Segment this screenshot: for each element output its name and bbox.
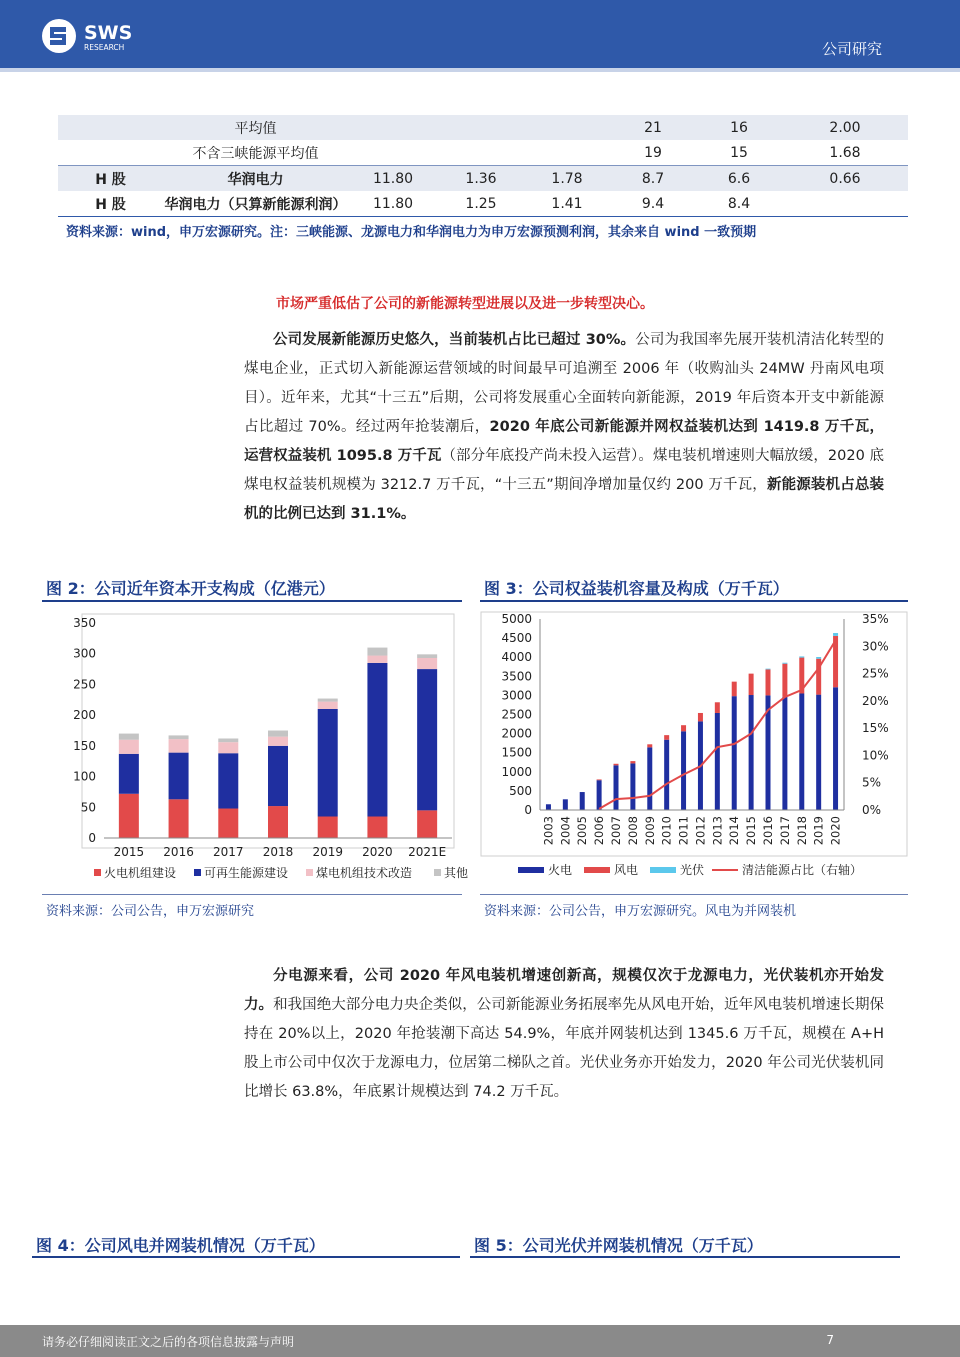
fig3-bar-segment — [766, 669, 771, 670]
fig3-x-tick: 2008 — [625, 816, 640, 846]
fig3-bar-segment — [799, 656, 804, 657]
fig3-x-tick: 2018 — [794, 816, 809, 846]
fig3-y2-tick: 5% — [862, 775, 882, 790]
sws-logo — [40, 16, 180, 56]
fig2-x-tick: 2018 — [262, 845, 294, 859]
page-footer — [0, 1325, 960, 1357]
header-underline — [0, 68, 960, 72]
fig3-bar-segment — [715, 713, 720, 810]
fig2-title: 图 2：公司近年资本开支构成（亿港元） — [46, 579, 335, 598]
fig2-bar-segment — [367, 648, 387, 656]
table-row: 平均值 21 16 2.00 — [58, 115, 908, 140]
fig3-bar-segment — [647, 744, 652, 747]
fig2-source-rule — [42, 894, 462, 895]
fig3-legend-swatch — [650, 867, 676, 873]
fig3-bar-segment — [630, 763, 635, 810]
fig3-x-tick: 2012 — [693, 816, 708, 846]
fig3-bar-segment — [782, 664, 787, 697]
brand-sub: RESEARCH — [84, 43, 125, 52]
fig2-bar-segment — [268, 746, 288, 806]
fig2-y-tick: 350 — [73, 616, 96, 630]
fig2-bar-segment — [268, 737, 288, 746]
fig3-legend-label: 火电 — [548, 863, 573, 877]
fig2-x-tick: 2017 — [213, 845, 244, 859]
fig2-x-tick: 2015 — [113, 845, 145, 859]
fig3-y-tick: 2500 — [501, 707, 532, 722]
fig3-bar-segment — [597, 779, 602, 780]
section-label: 公司研究 — [821, 40, 882, 58]
fig3-bar-segment — [732, 682, 737, 697]
fig4-title: 图 4：公司风电并网装机情况（万千瓦） — [36, 1236, 325, 1255]
table-row: H 股 华润电力（只算新能源利润） 11.80 1.25 1.41 9.4 8.4 — [58, 191, 908, 217]
fig2-bar-segment — [367, 656, 387, 663]
paragraph-2: 分电源来看，公司 2020 年风电装机增速创新高，规模仅次于龙源电力，光伏装机亦开始发力。和我国绝大部分电力央企类似，公司新能源业务拓展率先从风电开始，近年风电装机增速长期保持在 20%以上，2020 年抢装潮下高达 54.9%，年底并网装机达到 1345.6 万千瓦，规模在 A+H 股上市公司中仅次于龙源电力，位居第二梯队之首。光伏业务亦开始发力，2020 年公司光伏装机同比增长 63.8%，年底累计规模达到 74.2 万千瓦。 — [244, 968, 884, 1100]
fig2-bar-segment — [218, 742, 238, 753]
fig2-bar-segment — [417, 654, 437, 658]
fig3-bar-segment — [630, 761, 635, 763]
fig2-bar-segment — [367, 663, 387, 817]
fig2-bar-segment — [318, 817, 338, 839]
fig3-bar-segment — [647, 747, 652, 810]
fig3-y2-tick: 10% — [862, 748, 889, 763]
brand-main: SWS — [84, 22, 133, 44]
fig2-bar-segment — [318, 702, 338, 709]
fig3-y-tick: 1500 — [501, 745, 532, 760]
fig3-x-tick: 2003 — [541, 816, 556, 846]
fig3-y-tick: 3500 — [501, 669, 532, 684]
fig3-title: 图 3：公司权益装机容量及构成（万千瓦） — [484, 579, 789, 598]
fig3-bar-segment — [782, 663, 787, 664]
page-number: 7 — [826, 1333, 834, 1347]
fig3-x-tick: 2019 — [811, 816, 826, 846]
fig3-y-tick: 500 — [509, 783, 532, 798]
fig2-y-tick: 50 — [80, 800, 96, 815]
fig3-x-tick: 2016 — [761, 816, 775, 846]
fig3-y-tick: 2000 — [501, 726, 532, 741]
fig2-legend-label: 其他 — [444, 866, 469, 880]
fig2-bar-segment — [318, 699, 338, 702]
fig3-bar-segment — [749, 674, 754, 695]
fig2-legend-label: 煤电机组技术改造 — [316, 866, 413, 880]
fig3-bar-segment — [664, 740, 669, 810]
fig2-y-tick: 100 — [73, 769, 96, 784]
fig2-x-tick: 2019 — [312, 845, 343, 859]
fig3-bar-segment — [799, 693, 804, 810]
fig3-y-tick: 1000 — [501, 764, 532, 779]
valuation-table — [58, 115, 908, 217]
paragraph-1: 公司发展新能源历史悠久，当前装机占比已超过 30%。公司为我国率先展开装机清洁化转型的煤电企业，正式切入新能源运营领域的时间最早可追溯至 2006 年（收购汕头 24MW 丹南风电项目）。近年来，尤其“十三五”后期，公司将发展重心全面转向新能源，2019 年后资本开支中新能源占比超过 70%。经过两年抢装潮后，2020 年底公司新能源并网权益装机达到 1419.8 万千瓦，运营权益装机 1095.8 万千瓦（部分年底投产尚未投入运营）。煤电装机增速则大幅放缓，2020 底煤电权益装机规模为 3212.7 万千瓦，“十三五”期间净增加量仅约 200 万千瓦，新能源装机占总装机的比例已达到 31.1%。 — [244, 332, 884, 522]
fig3-bar-segment — [563, 799, 568, 810]
fig5-title-rule — [470, 1256, 900, 1258]
fig2-x-tick: 2021E — [408, 845, 447, 859]
fig3-legend-label: 风电 — [614, 863, 639, 877]
fig3-bar-segment — [833, 633, 838, 636]
fig3-x-tick: 2005 — [575, 816, 590, 846]
fig5-title: 图 5：公司光伏并网装机情况（万千瓦） — [474, 1236, 763, 1255]
fig2-x-tick: 2020 — [362, 845, 393, 859]
fig3-x-tick: 2014 — [727, 816, 742, 846]
fig2-bar-segment — [417, 669, 437, 810]
fig2-legend-swatch — [94, 869, 101, 876]
fig3-x-tick: 2013 — [710, 816, 725, 846]
fig3-legend-swatch — [584, 867, 610, 873]
fig2-bar-segment — [318, 709, 338, 817]
fig3-bar-segment — [664, 735, 669, 740]
fig3-bar-segment — [698, 713, 703, 721]
fig3-y2-tick: 25% — [862, 666, 889, 681]
fig3-y2-tick: 20% — [862, 693, 889, 708]
fig3-x-tick: 2007 — [609, 816, 623, 846]
fig3-x-tick: 2020 — [828, 816, 843, 846]
fig3-x-tick: 2010 — [659, 816, 674, 846]
fig3-bar-segment — [597, 780, 602, 810]
fig2-bar-segment — [268, 731, 288, 737]
fig2-source: 资料来源：公司公告，申万宏源研究 — [46, 904, 255, 919]
fig2-bar-segment — [169, 753, 189, 800]
fig3-bar-segment — [614, 764, 619, 766]
fig2-bar-segment — [169, 735, 189, 739]
fig3-y-tick: 4000 — [501, 650, 532, 665]
fig3-y-tick: 4500 — [501, 631, 532, 646]
fig3-bar-segment — [681, 725, 686, 731]
footer-disclaimer: 请务必仔细阅读正文之后的各项信息披露与声明 — [42, 1335, 295, 1349]
section-heading: 市场严重低估了公司的新能源转型进展以及进一步转型决心。 — [276, 296, 654, 312]
fig4-title-rule — [32, 1256, 460, 1258]
fig3-source: 资料来源：公司公告，申万宏源研究。风电为并网装机 — [484, 904, 797, 919]
fig2-bar-segment — [119, 734, 139, 740]
fig3-x-tick: 2004 — [558, 816, 573, 846]
fig2-legend-swatch — [434, 869, 441, 876]
fig2-legend-label: 火电机组建设 — [104, 866, 177, 880]
fig3-y-tick: 5000 — [501, 612, 532, 626]
fig3-x-tick: 2017 — [777, 816, 792, 846]
table-row: H 股 华润电力 11.80 1.36 1.78 8.7 6.6 0.66 — [58, 166, 908, 192]
fig2-bar-segment — [169, 799, 189, 838]
fig2-y-tick: 0 — [88, 831, 96, 845]
fig3-y-tick: 0 — [524, 803, 532, 817]
table-source-note: 资料来源：wind，申万宏源研究。注：三峡能源、龙源电力和华润电力为申万宏源预测利润，其余来自 wind 一致预期 — [66, 225, 757, 240]
fig3-x-tick: 2015 — [744, 816, 759, 846]
fig3-chart — [480, 606, 908, 892]
fig3-bar-segment — [681, 731, 686, 810]
fig2-bar-segment — [417, 658, 437, 669]
fig3-legend-label: 光伏 — [680, 863, 705, 877]
fig3-bar-segment — [580, 792, 585, 810]
table-row: 不含三峡能源平均值 19 15 1.68 — [192, 144, 861, 162]
fig2-bar-segment — [268, 806, 288, 838]
fig3-bar-segment — [816, 657, 821, 659]
fig2-y-tick: 150 — [73, 738, 96, 753]
fig3-y2-tick: 35% — [862, 612, 889, 626]
fig3-bar-segment — [546, 804, 551, 810]
fig2-bar-segment — [119, 754, 139, 794]
fig2-bar-segment — [169, 739, 189, 753]
fig3-y2-tick: 30% — [862, 639, 889, 654]
fig3-bar-segment — [766, 669, 771, 695]
fig3-x-tick: 2011 — [676, 816, 691, 846]
logo-mark — [50, 27, 66, 45]
fig3-bar-segment — [715, 702, 720, 713]
page-header — [0, 0, 960, 68]
fig2-bar-segment — [218, 809, 238, 838]
fig2-x-tick: 2016 — [163, 845, 194, 859]
fig2-title-rule — [42, 600, 462, 602]
fig2-y-tick: 200 — [73, 708, 96, 723]
fig2-bar-segment — [218, 753, 238, 808]
fig3-y-tick: 3000 — [501, 688, 532, 703]
fig2-bar-segment — [119, 794, 139, 838]
fig2-chart — [42, 606, 469, 892]
fig2-bar-segment — [119, 740, 139, 754]
fig2-legend-swatch — [194, 869, 201, 876]
fig3-bar-segment — [816, 695, 821, 810]
fig3-legend-swatch — [518, 867, 544, 873]
fig3-bar-segment — [833, 687, 838, 810]
fig2-bar-segment — [417, 810, 437, 838]
fig3-bar-segment — [614, 765, 619, 810]
fig3-x-tick: 2006 — [592, 816, 607, 846]
fig3-y2-tick: 15% — [862, 721, 889, 736]
fig3-bar-segment — [782, 697, 787, 810]
fig3-bar-segment — [732, 696, 737, 810]
fig2-legend-label: 可再生能源建设 — [204, 866, 289, 880]
fig3-title-rule — [480, 600, 908, 602]
fig3-source-rule — [480, 894, 908, 895]
fig2-bar-segment — [218, 738, 238, 742]
fig2-legend-swatch — [306, 869, 313, 876]
fig3-bar-segment — [749, 695, 754, 810]
fig3-legend-label: 清洁能源占比（右轴） — [742, 863, 863, 877]
fig3-y2-tick: 0% — [862, 803, 882, 817]
fig2-y-tick: 300 — [73, 646, 96, 661]
fig2-bar-segment — [367, 817, 387, 839]
fig2-y-tick: 250 — [73, 677, 96, 692]
fig3-x-tick: 2009 — [642, 816, 657, 846]
